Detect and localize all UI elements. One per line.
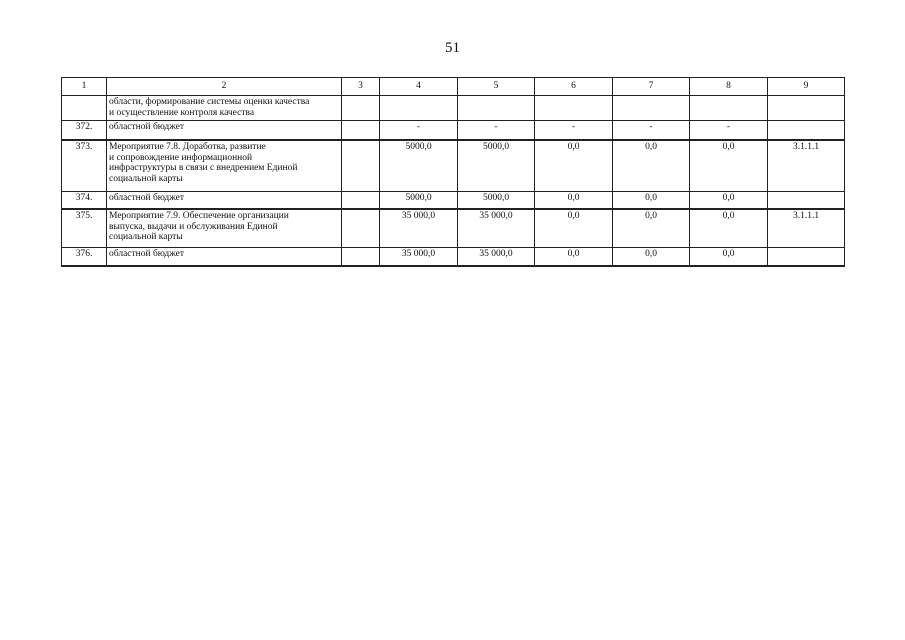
- budget-table: [61, 77, 845, 267]
- table-row: [62, 121, 845, 141]
- row-number-cell: 373.: [62, 140, 107, 192]
- col7-cell: 0,0: [613, 192, 690, 210]
- col8-cell: 0,0: [690, 140, 768, 192]
- table-row: [62, 248, 845, 267]
- col9-cell: 3.1.1.1: [768, 209, 845, 248]
- column-header: 5: [458, 78, 535, 96]
- col8-cell: -: [690, 121, 768, 141]
- row-number-cell: 372.: [62, 121, 107, 141]
- col7-cell: 0,0: [613, 140, 690, 192]
- col5-cell: 35 000,0: [458, 209, 535, 248]
- col8-cell: 0,0: [690, 209, 768, 248]
- description-cell: областной бюджет: [107, 248, 342, 267]
- col6-cell: 0,0: [535, 140, 613, 192]
- col8-cell: [690, 96, 768, 121]
- col3-cell: [342, 248, 380, 267]
- col7-cell: -: [613, 121, 690, 141]
- col7-cell: [613, 96, 690, 121]
- column-header: 1: [62, 78, 107, 96]
- table-row: [62, 192, 845, 210]
- page-number: 51: [445, 40, 460, 56]
- col3-cell: [342, 96, 380, 121]
- col4-cell: 35 000,0: [380, 248, 458, 267]
- col3-cell: [342, 209, 380, 248]
- col5-cell: 35 000,0: [458, 248, 535, 267]
- column-header: 6: [535, 78, 613, 96]
- row-number-cell: 375.: [62, 209, 107, 248]
- column-header: 9: [768, 78, 845, 96]
- table-row: [62, 209, 845, 248]
- col6-cell: 0,0: [535, 209, 613, 248]
- table-row: [62, 96, 845, 121]
- row-number-cell: 376.: [62, 248, 107, 267]
- col8-cell: 0,0: [690, 248, 768, 267]
- col4-cell: [380, 96, 458, 121]
- row-number-cell: [62, 96, 107, 121]
- col9-cell: [768, 248, 845, 267]
- column-header: 7: [613, 78, 690, 96]
- description-cell: Мероприятие 7.9. Обеспечение организации выпуска, выдачи и обслуживания Единой социальной карты: [107, 209, 342, 248]
- col9-cell: 3.1.1.1: [768, 140, 845, 192]
- col7-cell: 0,0: [613, 248, 690, 267]
- col3-cell: [342, 140, 380, 192]
- col4-cell: 35 000,0: [380, 209, 458, 248]
- col6-cell: [535, 96, 613, 121]
- column-header: 4: [380, 78, 458, 96]
- col5-cell: -: [458, 121, 535, 141]
- col6-cell: 0,0: [535, 192, 613, 210]
- col5-cell: 5000,0: [458, 140, 535, 192]
- col9-cell: [768, 121, 845, 141]
- table-header-row: [62, 78, 845, 96]
- col4-cell: 5000,0: [380, 192, 458, 210]
- col4-cell: 5000,0: [380, 140, 458, 192]
- description-cell: областной бюджет: [107, 192, 342, 210]
- column-header: 8: [690, 78, 768, 96]
- column-header: 3: [342, 78, 380, 96]
- col3-cell: [342, 121, 380, 141]
- col8-cell: 0,0: [690, 192, 768, 210]
- col6-cell: 0,0: [535, 248, 613, 267]
- description-cell: Мероприятие 7.8. Доработка, развитие и сопровождение информационной инфраструктуры в связи с внедрением Единой социальной карты: [107, 140, 342, 192]
- col9-cell: [768, 96, 845, 121]
- row-number-cell: 374.: [62, 192, 107, 210]
- col3-cell: [342, 192, 380, 210]
- col5-cell: [458, 96, 535, 121]
- description-cell: областной бюджет: [107, 121, 342, 141]
- description-cell: области, формирование системы оценки качества и осуществление контроля качества: [107, 96, 342, 121]
- table-row: [62, 140, 845, 192]
- col5-cell: 5000,0: [458, 192, 535, 210]
- col7-cell: 0,0: [613, 209, 690, 248]
- col6-cell: -: [535, 121, 613, 141]
- col9-cell: [768, 192, 845, 210]
- column-header: 2: [107, 78, 342, 96]
- col4-cell: -: [380, 121, 458, 141]
